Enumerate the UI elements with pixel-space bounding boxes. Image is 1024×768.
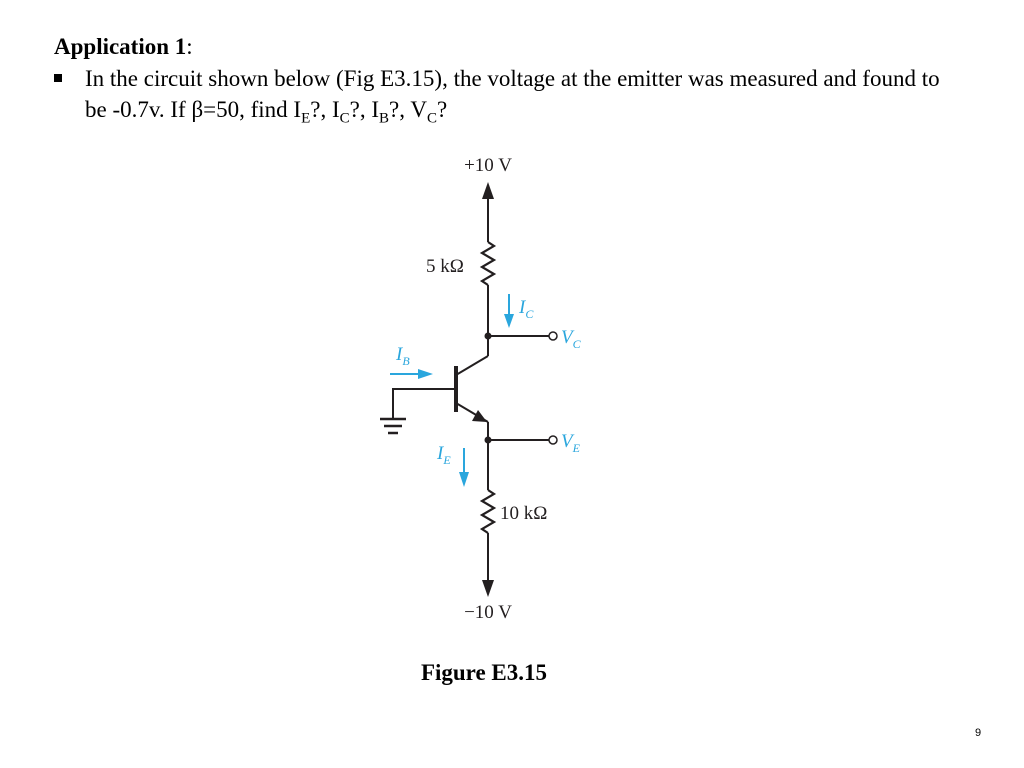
ib-label: $I_B$ <box>396 344 410 368</box>
ve-terminal <box>549 436 557 444</box>
vc-terminal <box>549 332 557 340</box>
ic-current-arrow-icon <box>504 294 514 328</box>
ib-current-arrow-icon <box>390 369 433 379</box>
sub-c: C <box>339 110 350 127</box>
supply-bottom-label: −10 V <box>464 602 512 623</box>
supply-top-arrow-icon <box>482 182 494 242</box>
figure-caption: Figure E3.15 <box>420 660 548 685</box>
sub-e: E <box>301 110 311 127</box>
sub-c2: C <box>426 110 437 127</box>
emitter-resistor-label: 10 kΩ <box>500 503 548 524</box>
ie-label: $I_E$ <box>437 443 451 467</box>
question-end: ? <box>436 97 448 122</box>
vc-label: $V_C$ <box>561 327 581 351</box>
sub-b: B <box>379 110 390 127</box>
ve-label: $V_E$ <box>561 431 580 455</box>
page-number: 9 <box>974 727 982 739</box>
emitter-resistor-icon <box>482 490 494 533</box>
ic-label: $I_C$ <box>519 297 534 321</box>
npn-transistor-icon <box>456 356 488 422</box>
collector-resistor-icon <box>482 242 494 285</box>
question-sep-2: ?, I <box>349 97 380 122</box>
base-wire <box>393 389 456 418</box>
question-sep-3: ?, V <box>389 97 427 122</box>
supply-top-label: +10 V <box>464 155 512 176</box>
ground-icon <box>380 419 406 433</box>
collector-resistor-label: 5 kΩ <box>426 256 464 277</box>
supply-bottom-arrow-icon <box>482 533 494 597</box>
heading-text: Application 1 <box>54 34 187 59</box>
question-main: In the circuit shown below (Fig E3.15), the voltage at the emitter was measured and found to be -0.7v. If β=50, find I <box>85 66 940 122</box>
ie-current-arrow-icon <box>459 448 469 487</box>
question-sep-1: ?, I <box>310 97 340 122</box>
heading-colon: : <box>186 34 193 59</box>
